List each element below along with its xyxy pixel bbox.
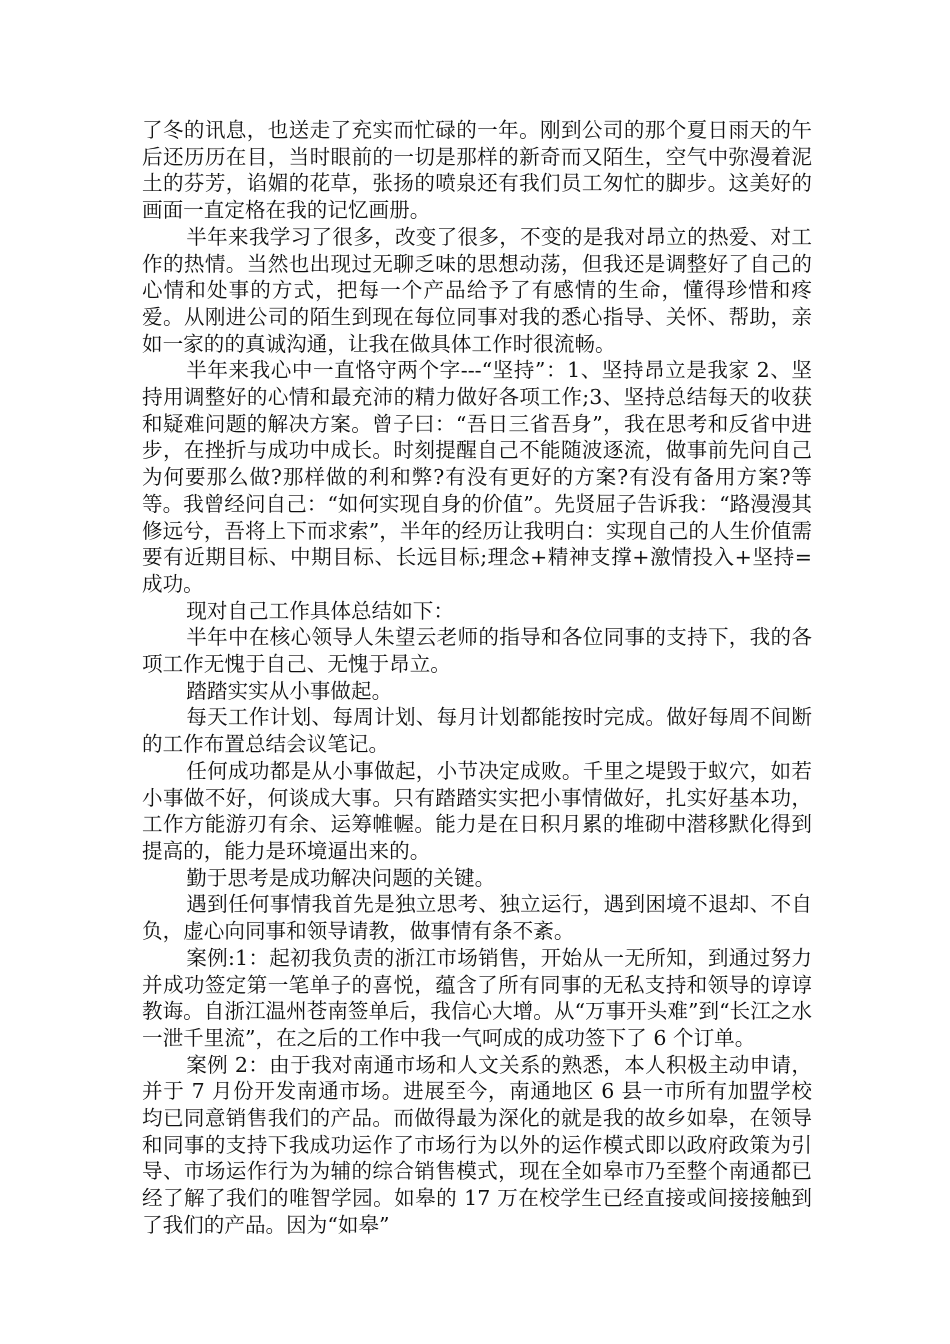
paragraph-6: 踏踏实实从小事做起。 [186,678,393,703]
paragraph-1: 了冬的讯息，也送走了充实而忙碌的一年。刚到公司的那个夏日雨天的午后还历历在目，当时眼前的一切是那样的新奇而又陌生，空气中弥漫着泥土的芬芳，谄媚的花草，张扬的喷泉还有我们员工匆忙的脚步。这美好的画面一直定格在我的记忆画册。 [142,118,812,223]
paragraph-10: 遇到任何事情我首先是独立思考、独立运行，遇到困境不退却、不自负，虚心向同事和领导请教，做事情有条不紊。 [142,892,812,944]
paragraph-9: 勤于思考是成功解决问题的关键。 [186,865,496,890]
paragraph-11: 案例:1：起初我负责的浙江市场销售，开始从一无所知，到通过努力并成功签定第一笔单子的喜悦，蕴含了所有同事的无私支持和领导的谆谆教诲。自浙江温州苍南签单后，我信心大增。从“万事开头难”到“长江之水一泄千里流”，在之后的工作中我一气呵成的成功签下了 6 个订单。 [142,945,812,1050]
paragraph-2: 半年来我学习了很多，改变了很多，不变的是我对昂立的热爱、对工作的热情。当然也出现过无聊乏味的思想动荡，但我还是调整好了自己的心情和处事的方式，把每一个产品给予了有感情的生命，懂得珍惜和疼爱。从刚进公司的陌生到现在每位同事对我的悉心指导、关怀、帮助，亲如一家的的真诚沟通，让我在做具体工作时很流畅。 [142,224,812,356]
paragraph-5: 半年中在核心领导人朱望云老师的指导和各位同事的支持下，我的各项工作无愧于自己、无愧于昂立。 [142,625,812,677]
paragraph-4: 现对自己工作具体总结如下： [186,598,454,623]
document-page [142,117,812,1239]
paragraph-3: 半年来我心中一直恪守两个字---“坚持”：1、坚持昂立是我家 2、坚持用调整好的心情和最充沛的精力做好各项工作;3、坚持总结每天的收获和疑难问题的解决方案。曾子曰：“吾日三省吾身”，我在思考和反省中进步，在挫折与成功中成长。时刻提醒自己不能随波逐流，做事前先问自己为何要那么做?那样做的利和弊?有没有更好的方案?有没有备用方案?等等。我曾经问自己：“如何实现自身的价值”。先贤屈子告诉我：“路漫漫其修远兮，吾将上下而求索”，半年的经历让我明白：实现自己的人生价值需要有近期目标、中期目标、长远目标;理念+精神支撑+激情投入+坚持=成功。 [142,358,812,596]
paragraph-8: 任何成功都是从小事做起，小节决定成败。千里之堤毁于蚁穴，如若小事做不好，何谈成大事。只有踏踏实实把小事情做好，扎实好基本功，工作方能游刃有余、运筹帷幄。能力是在日积月累的堆砌中潜移默化得到提高的，能力是环境逼出来的。 [142,758,812,863]
paragraph-7: 每天工作计划、每周计划、每月计划都能按时完成。做好每周不间断的工作布置总结会议笔记。 [142,705,812,757]
paragraph-12: 案例 2：由于我对南通市场和人文关系的熟悉，本人积极主动申请，并于 7 月份开发南通市场。进展至今，南通地区 6 县一市所有加盟学校均已同意销售我们的产品。而做得最为深化的就是我的故乡如皋，在领导和同事的支持下我成功运作了市场行为以外的运作模式即以政府政策为引导、市场运作行为为辅的综合销售模式，现在全如皋市乃至整个南通都已经了解了我们的唯智学园。如皋的 17 万在校学生已经直接或间接接触到了我们的产品。因为“如皋” [142,1052,812,1237]
